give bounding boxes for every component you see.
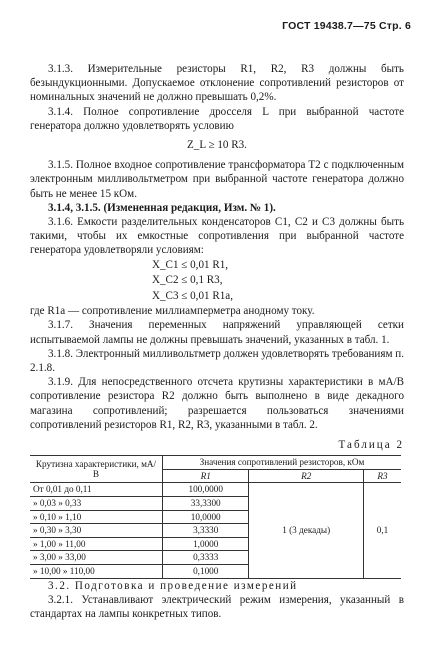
table-caption: Таблица 2 (338, 438, 404, 451)
table-header-values: Значения сопротивлений резисторов, кОм (163, 456, 402, 470)
table-cell: 100,0000 (163, 483, 249, 497)
amendment-note: 3.1.4, 3.1.5. (Измененная редакция, Изм. № 1). (48, 201, 276, 214)
formula-xc2: X_C2 ≤ 0,1 R3, (152, 274, 223, 287)
formula-zl: Z_L ≥ 10 R3. (187, 139, 247, 152)
page-header: ГОСТ 19438.7—75 Стр. 6 (282, 20, 411, 32)
table-cell: 0,3333 (163, 551, 249, 565)
table-cell: » 3,00 » 33,00 (30, 551, 163, 565)
table-cell: » 10,00 » 110,00 (30, 564, 163, 578)
paragraph-3-1-7: 3.1.7. Значения переменных напряжений управляющей сетки испытываемой лампы не должны превышать значений, указанных в табл. 1. (30, 319, 404, 346)
table-header-slope: Крутизна характеристики, мА/В (30, 456, 163, 483)
table-cell: 0,1000 (163, 564, 249, 578)
table-cell: 3,3330 (163, 524, 249, 538)
table-cell: » 1,00 » 11,00 (30, 537, 163, 551)
paragraph-3-1-3: 3.1.3. Измерительные резисторы R1, R2, R3 должны быть безындукционными. Допускаемое отклонение сопротивлений резисторов от номинальных значений не должно превышать 0,2%. (30, 63, 404, 104)
table-header-r3: R3 (363, 469, 401, 483)
resistor-table (30, 455, 401, 578)
paragraph-3-1-6: 3.1.6. Емкости разделительных конденсаторов С1, С2 и С3 должны быть такими, чтобы их емкостные сопротивления при выбранной частоте генератора удовлетворяли условиям: (30, 216, 404, 257)
formula-xc1: X_C1 ≤ 0,01 R1, (152, 258, 229, 271)
table-cell: От 0,01 до 0,11 (30, 483, 163, 497)
table-cell: » 0,30 » 3,30 (30, 524, 163, 538)
paragraph-3-2-1: 3.2.1. Устанавливают электрический режим измерения, указанный в стандартах на лампы конкретных типов. (30, 593, 404, 620)
formula-xc3: X_C3 ≤ 0,01 R1a, (152, 289, 233, 302)
paragraph-3-1-9: 3.1.9. Для непосредственного отсчета крутизны характеристики в мА/В сопротивление резистора R2 должно быть выполнено в виде декадного магазина сопротивлений; разрешается пользоваться значениями сопротивлений резисторов R1, R2, R3, указанными в табл. 2. (30, 376, 404, 431)
table-cell: » 0,03 » 0,33 (30, 496, 163, 510)
table-header-r1: R1 (163, 469, 249, 483)
table-header-r2: R2 (249, 469, 364, 483)
table-cell: 10,0000 (163, 510, 249, 524)
table-cell-r3: 0,1 (363, 483, 401, 578)
table-cell: » 0,10 » 1,10 (30, 510, 163, 524)
paragraph-3-1-4: 3.1.4. Полное сопротивление дросселя L при выбранной частоте генератора должно удовлетворять условию (30, 105, 404, 132)
section-3-2-title: 3.2. Подготовка и проведение измерений (48, 579, 298, 592)
table-row (30, 483, 401, 497)
document-body (30, 62, 404, 621)
table-cell: 33,3300 (163, 496, 249, 510)
paragraph-3-1-8: 3.1.8. Электронный милливольтметр должен удовлетворять требованиям п. 2.1.8. (30, 347, 404, 374)
table-cell-r2: 1 (3 декады) (249, 483, 364, 578)
formula-xc-block (152, 258, 404, 305)
definition-r1a: где R1a — сопротивление миллиамперметра анодному току. (30, 305, 315, 318)
paragraph-3-1-5: 3.1.5. Полное входное сопротивление трансформатора Т2 с подключенным электронным милливольтметром при выбранной частоте генератора должно быть не менее 15 кОм. (30, 159, 404, 200)
table-cell: 1,0000 (163, 537, 249, 551)
